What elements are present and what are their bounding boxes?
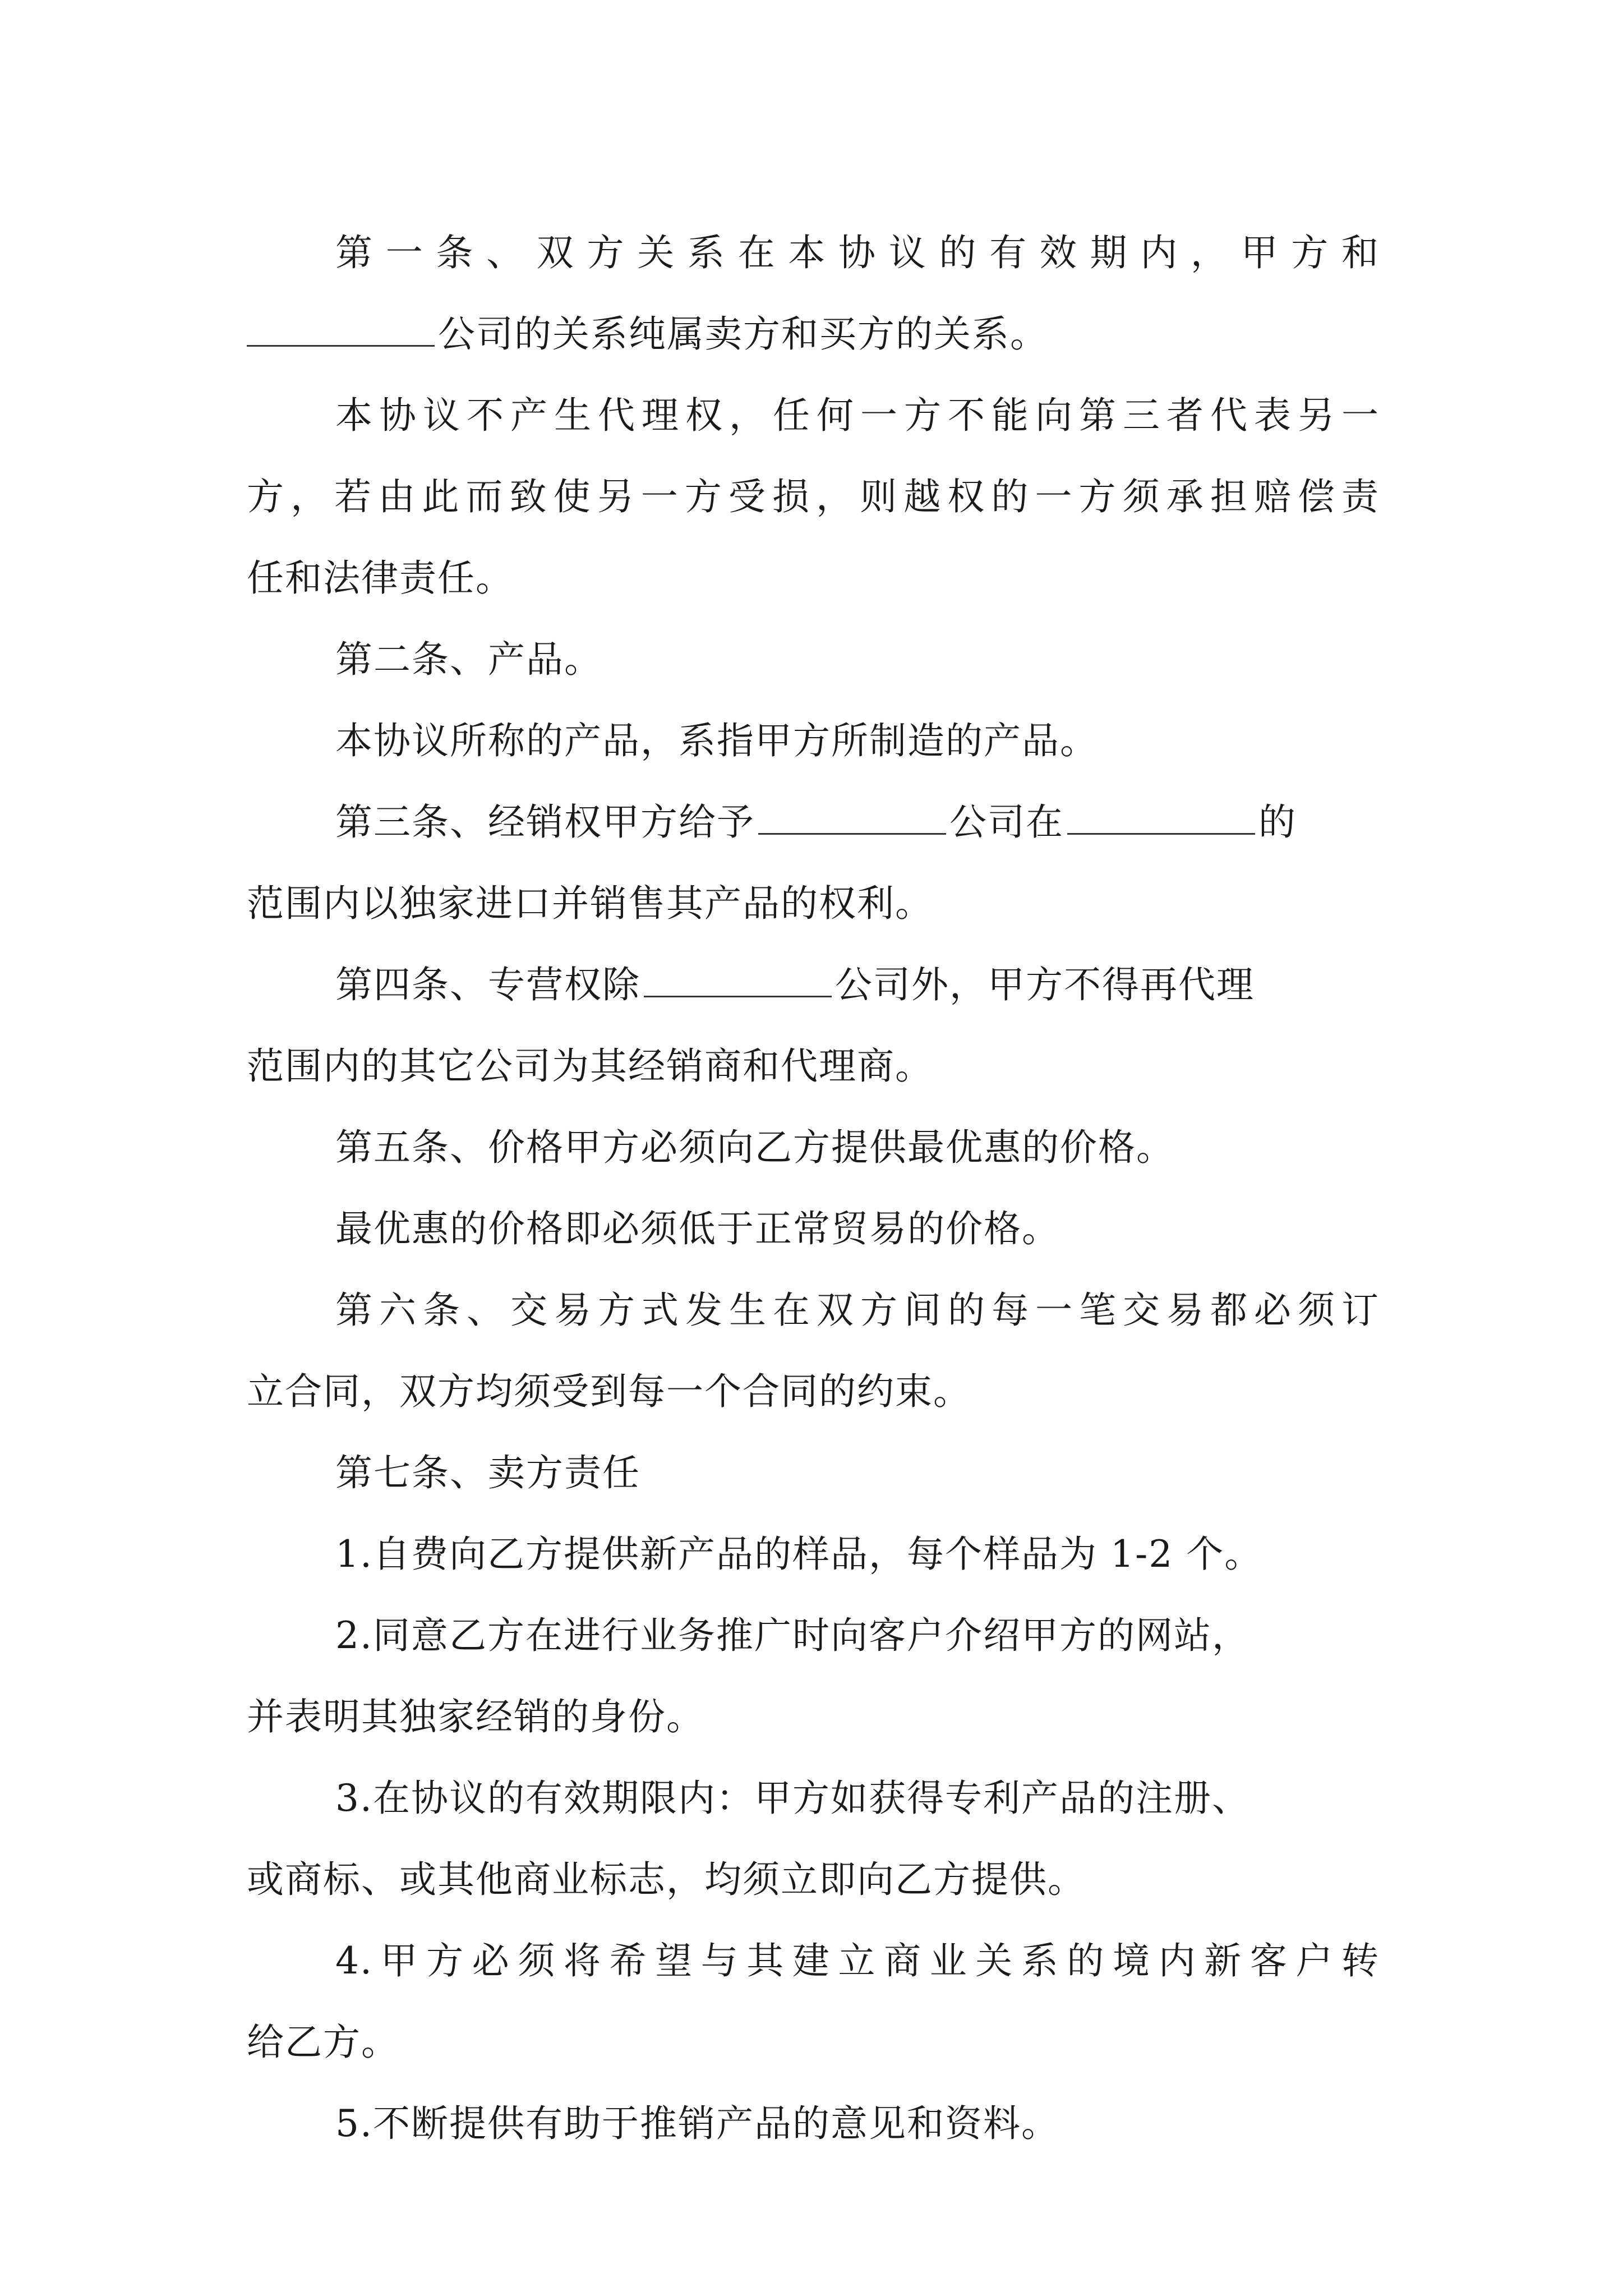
article-7-item-4-line-2: 给乙方。 — [247, 2021, 399, 2064]
article-5-line-1: 第五条、价格甲方必须向乙方提供最优惠的价格。 — [335, 1126, 1174, 1169]
article-3-line-2: 范围内以独家进口并销售其产品的权利。 — [247, 882, 933, 925]
article-1-para-2-line-3: 任和法律责任。 — [247, 556, 514, 600]
article-6-line-2: 立合同，双方均须受到每一个合同的约束。 — [247, 1370, 971, 1413]
article-7-item-3-line-2: 或商标、或其他商业标志，均须立即向乙方提供。 — [247, 1858, 1086, 1901]
article-7-item-5: 5.不断提供有助于推销产品的意见和资料。 — [335, 2102, 1059, 2145]
article-2-title: 第二条、产品。 — [335, 638, 602, 681]
article-7-item-1: 1.自费向乙方提供新产品的样品，每个样品为 1-2 个。 — [335, 1533, 1263, 1576]
article-6-line-1: 第六条、交易方式发生在双方间的每一笔交易都必须订 — [335, 1289, 1380, 1332]
article-4-line-2: 范围内的其它公司为其经销商和代理商。 — [247, 1045, 933, 1088]
blank-fill-line — [247, 312, 435, 347]
article-1-line-1: 第一条、双方关系在本协议的有效期内，甲方和 — [335, 231, 1380, 274]
article-1-line-2: 公司的关系纯属卖方和买方的关系。 — [247, 293, 1380, 375]
article-4-line-1: 第四条、专营权除 公司外，甲方不得再代理 — [335, 963, 1255, 1006]
article-7-title: 第七条、卖方责任 — [335, 1451, 640, 1494]
blank-fill-line — [644, 963, 832, 997]
article-3-line-1: 第三条、经销权甲方给予 公司在 的 — [335, 800, 1297, 844]
blank-fill-line — [758, 800, 946, 835]
article-2-text: 本协议所称的产品，系指甲方所制造的产品。 — [335, 719, 1098, 762]
article-7-item-4-line-1: 4.甲方必须将希望与其建立商业关系的境内新客户转 — [335, 1939, 1380, 1982]
article-7-item-2-line-1: 2.同意乙方在进行业务推广时向客户介绍甲方的网站， — [335, 1614, 1250, 1657]
article-1-para-2-line-2: 方，若由此而致使另一方受损，则越权的一方须承担赔偿责 — [247, 475, 1380, 518]
article-7-item-2-line-2: 并表明其独家经销的身份。 — [247, 1695, 704, 1738]
article-5-line-2: 最优惠的价格即必须低于正常贸易的价格。 — [335, 1207, 1060, 1250]
article-7-item-3-line-1: 3.在协议的有效期限内：甲方如获得专利产品的注册、 — [335, 1777, 1250, 1820]
article-1-para-2-line-1: 本协议不产生代理权，任何一方不能向第三者代表另一 — [335, 394, 1380, 437]
document-page — [247, 212, 1380, 2164]
blank-fill-line — [1067, 800, 1255, 835]
